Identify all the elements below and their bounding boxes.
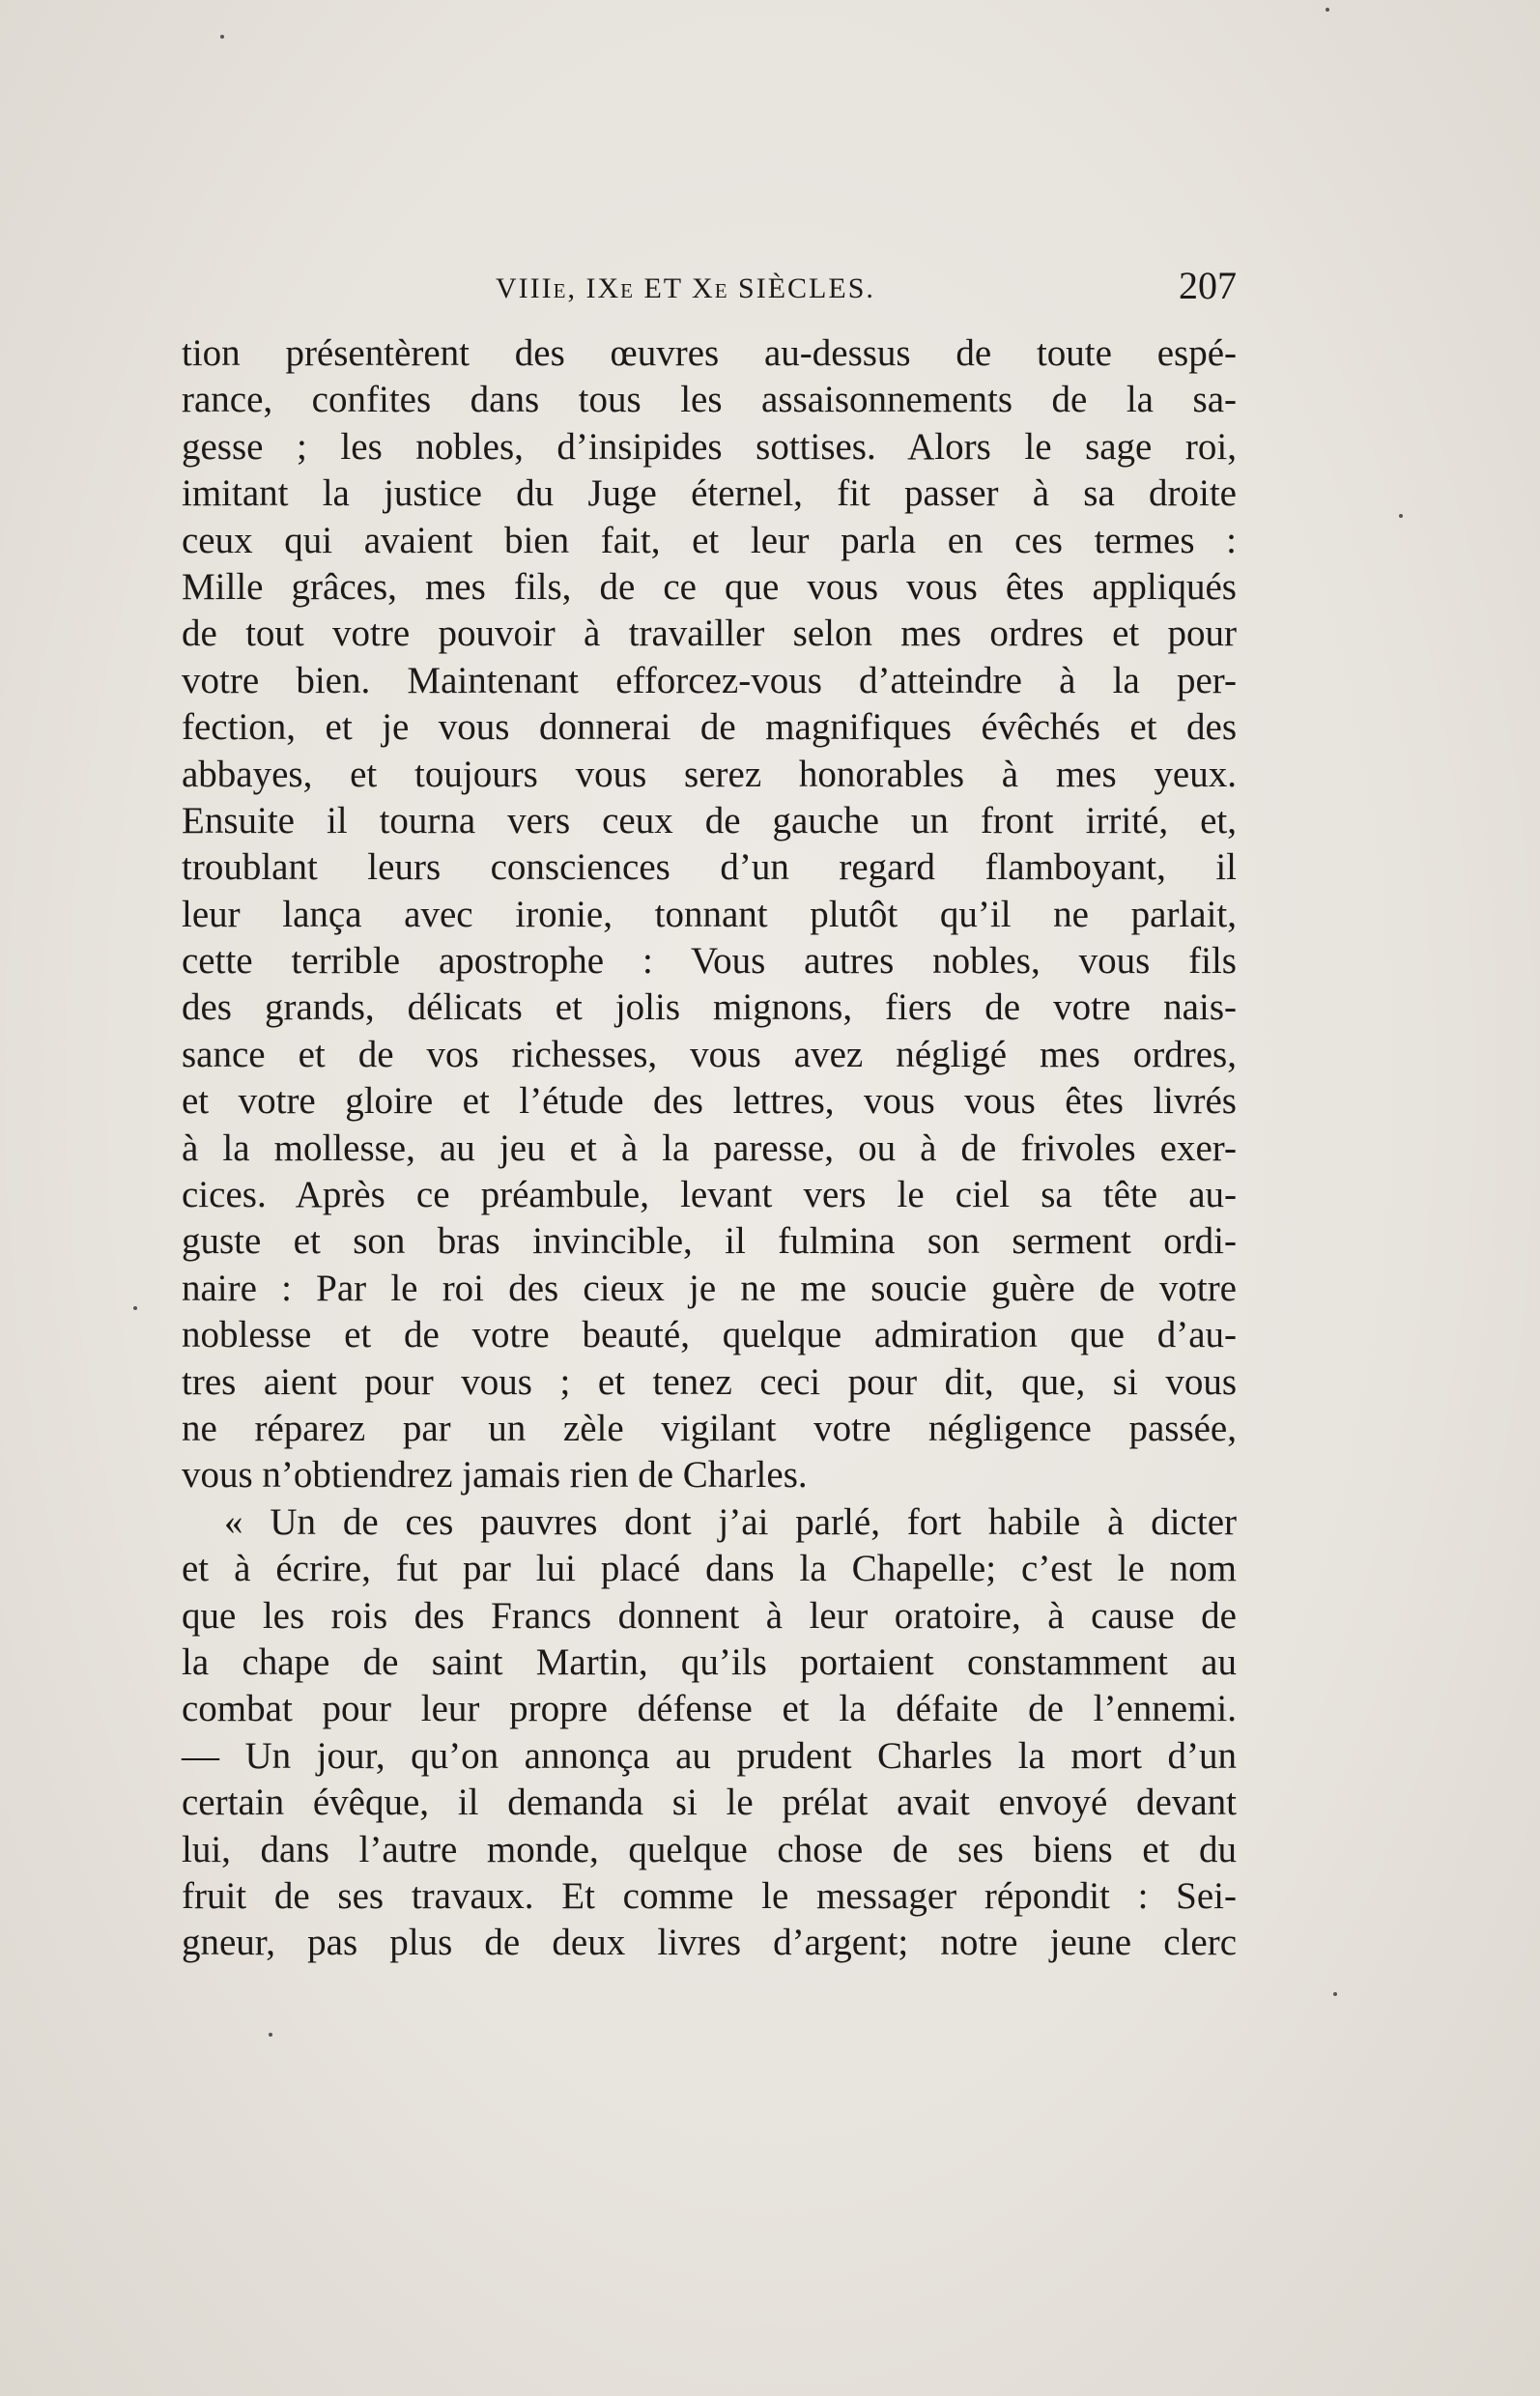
paper-speck	[1333, 1992, 1337, 1996]
text-line: à la mollesse, au jeu et à la paresse, ou à de frivoles exer-	[182, 1127, 1237, 1169]
text-line: votre bien. Maintenant efforcez-vous d’atteindre à la per-	[182, 659, 1237, 701]
text-line: ne réparez par un zèle vigilant votre négligence passée,	[182, 1407, 1237, 1449]
text-line: gesse ; les nobles, d’insipides sottises. Alors le sage roi,	[182, 425, 1237, 468]
text-line: et votre gloire et l’étude des lettres, vous vous êtes livrés	[182, 1080, 1237, 1123]
text-line: imitant la justice du Juge éternel, fit passer à sa droite	[182, 472, 1237, 515]
text-line: leur lança avec ironie, tonnant plutôt qu’il ne parlait,	[182, 893, 1237, 935]
text-line: certain évêque, il demanda si le prélat avait envoyé devant	[182, 1782, 1237, 1824]
text-line: tres aient pour vous ; et tenez ceci pour dit, que, si vous	[182, 1360, 1237, 1403]
paper-speck	[1399, 514, 1403, 518]
text-line: la chape de saint Martin, qu’ils portaient constamment au	[182, 1640, 1237, 1683]
text-line: lui, dans l’autre monde, quelque chose de ses biens et du	[182, 1828, 1237, 1870]
text-line: que les rois des Francs donnent à leur oratoire, à cause de	[182, 1594, 1237, 1637]
text-line: ceux qui avaient bien fait, et leur parla en ces termes :	[182, 519, 1237, 561]
text-line: Ensuite il tourna vers ceux de gauche un front irrité, et,	[182, 799, 1237, 841]
text-line: gneur, pas plus de deux livres d’argent; notre jeune clerc	[182, 1922, 1237, 1964]
text-line: naire : Par le roi des cieux je ne me soucie guère de votre	[182, 1267, 1237, 1309]
body-text	[182, 330, 1237, 1967]
running-title: VIIIe, IXe ET Xe SIÈCLES.	[496, 272, 875, 304]
text-line: cices. Après ce préambule, levant vers le ciel sa tête au-	[182, 1174, 1237, 1216]
text-line: vous n’obtiendrez jamais rien de Charles.	[182, 1454, 808, 1497]
text-line: abbayes, et toujours vous serez honorables à mes yeux.	[182, 753, 1237, 795]
text-line: « Un de ces pauvres dont j’ai parlé, fort habile à dicter	[224, 1500, 1237, 1543]
text-line: fection, et je vous donnerai de magnifiques évêchés et des	[182, 706, 1237, 749]
paper-speck	[220, 35, 224, 39]
text-line: Mille grâces, mes fils, de ce que vous vous êtes appliqués	[182, 565, 1237, 608]
text-line: cette terrible apostrophe : Vous autres nobles, vous fils	[182, 940, 1237, 983]
text-line: guste et son bras invincible, il fulmina son serment ordi-	[182, 1220, 1237, 1263]
text-line: et à écrire, fut par lui placé dans la Chapelle; c’est le nom	[182, 1548, 1237, 1590]
text-line: des grands, délicats et jolis mignons, fiers de votre nais-	[182, 986, 1237, 1029]
text-line: tion présentèrent des œuvres au-dessus de toute espé-	[182, 332, 1237, 374]
paper-speck	[1326, 8, 1329, 12]
text-line: fruit de ses travaux. Et comme le messager répondit : Sei-	[182, 1874, 1237, 1917]
text-line: troublant leurs consciences d’un regard flamboyant, il	[182, 846, 1237, 889]
paper-speck	[269, 2033, 272, 2037]
page-header	[182, 263, 1237, 311]
text-line: noblesse et de votre beauté, quelque admiration que d’au-	[182, 1314, 1237, 1356]
paper-speck	[133, 1306, 137, 1310]
text-line: combat pour leur propre défense et la défaite de l’ennemi.	[182, 1688, 1237, 1730]
page-number: 207	[1179, 264, 1237, 307]
text-line: — Un jour, qu’on annonça au prudent Charles la mort d’un	[182, 1734, 1237, 1777]
text-line: de tout votre pouvoir à travailler selon mes ordres et pour	[182, 613, 1237, 655]
text-line: rance, confites dans tous les assaisonnements de la sa-	[182, 379, 1237, 421]
text-line: sance et de vos richesses, vous avez négligé mes ordres,	[182, 1033, 1237, 1075]
